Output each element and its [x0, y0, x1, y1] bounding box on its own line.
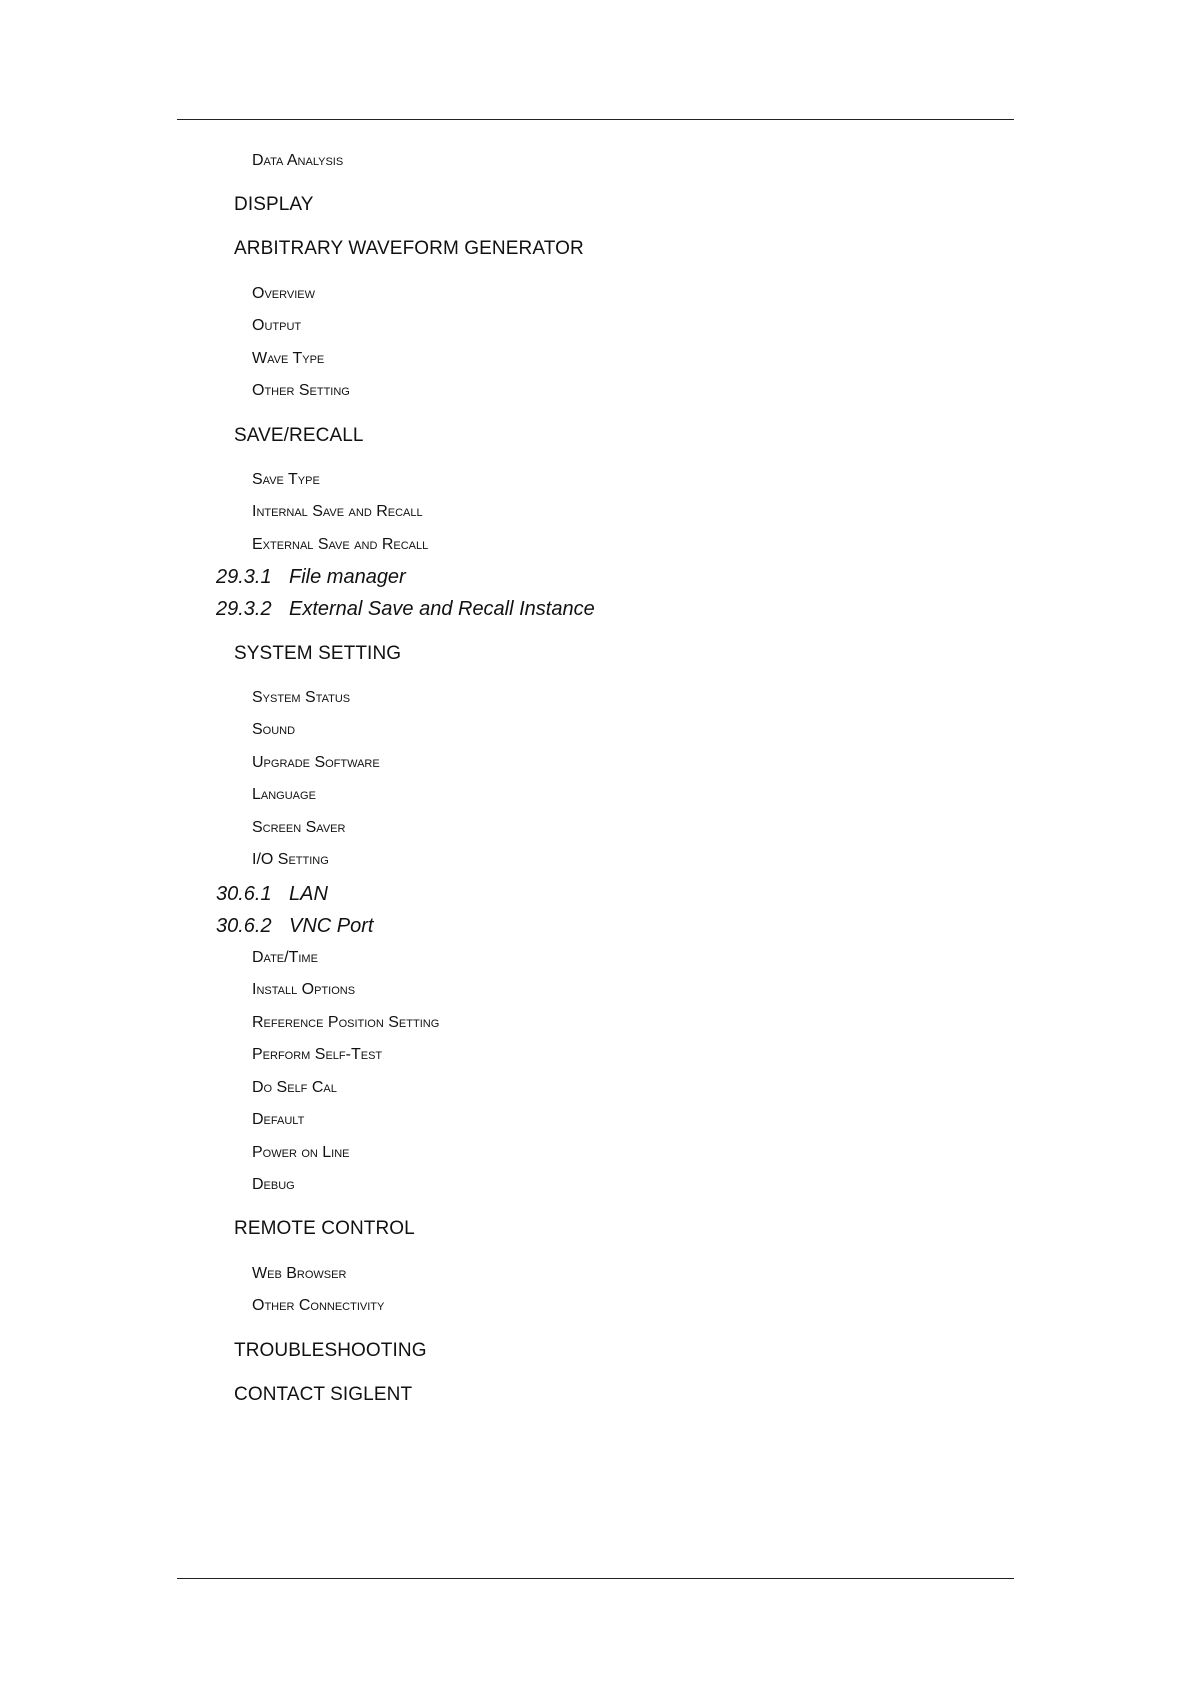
toc-entry[interactable]: Output [252, 317, 302, 334]
toc-entry[interactable]: External Save and Recall [252, 536, 429, 553]
toc-entry[interactable]: Other Setting [252, 382, 350, 399]
toc-subentry[interactable] [216, 916, 373, 936]
toc-entry[interactable]: Other Connectivity [252, 1297, 385, 1314]
toc-entry[interactable]: Install Options [252, 981, 356, 998]
toc-section[interactable]: TROUBLESHOOTING [234, 1340, 427, 1361]
toc-section[interactable]: ARBITRARY WAVEFORM GENERATOR [234, 238, 584, 259]
toc-entry[interactable]: Default [252, 1111, 305, 1128]
toc-entry[interactable]: Internal Save and Recall [252, 503, 423, 520]
toc-entry[interactable]: I/O Setting [252, 851, 329, 868]
toc-subentry[interactable] [216, 884, 328, 904]
toc-section[interactable]: DISPLAY [234, 194, 314, 215]
toc-entry[interactable]: Data Analysis [252, 152, 344, 169]
toc-entry[interactable]: Power on Line [252, 1144, 350, 1161]
toc-subentry-label: File manager [289, 566, 406, 588]
toc-entry[interactable]: Date/Time [252, 949, 318, 966]
toc-subentry-number: 29.3.1 [216, 566, 272, 588]
toc-entry[interactable]: Reference Position Setting [252, 1014, 440, 1031]
toc-subentry-label: VNC Port [289, 915, 374, 937]
toc-section[interactable]: REMOTE CONTROL [234, 1218, 415, 1239]
toc-section[interactable]: SYSTEM SETTING [234, 643, 402, 664]
toc-entry[interactable]: Wave Type [252, 350, 325, 367]
toc-entry[interactable]: Overview [252, 285, 315, 302]
toc-subentry[interactable] [216, 567, 406, 587]
toc-entry[interactable]: Do Self Cal [252, 1079, 337, 1096]
toc-subentry[interactable] [216, 599, 595, 619]
toc-subentry-label: LAN [289, 883, 328, 905]
toc-entry[interactable]: Debug [252, 1176, 295, 1193]
toc-entry[interactable]: Screen Saver [252, 819, 346, 836]
toc-entry[interactable]: Language [252, 786, 316, 803]
toc-subentry-number: 30.6.2 [216, 915, 272, 937]
toc-section[interactable]: SAVE/RECALL [234, 425, 364, 446]
toc-entry[interactable]: Web Browser [252, 1265, 347, 1282]
toc-entry[interactable]: Save Type [252, 471, 320, 488]
toc-entry[interactable]: System Status [252, 689, 351, 706]
toc-section[interactable]: CONTACT SIGLENT [234, 1384, 413, 1405]
toc-subentry-label: External Save and Recall Instance [289, 598, 595, 620]
toc-entry[interactable]: Perform Self-Test [252, 1046, 383, 1063]
toc-subentry-number: 29.3.2 [216, 598, 272, 620]
toc-entry[interactable]: Sound [252, 721, 296, 738]
toc-subentry-number: 30.6.1 [216, 883, 272, 905]
toc-entry[interactable]: Upgrade Software [252, 754, 380, 771]
footer-rule [177, 1578, 1014, 1579]
